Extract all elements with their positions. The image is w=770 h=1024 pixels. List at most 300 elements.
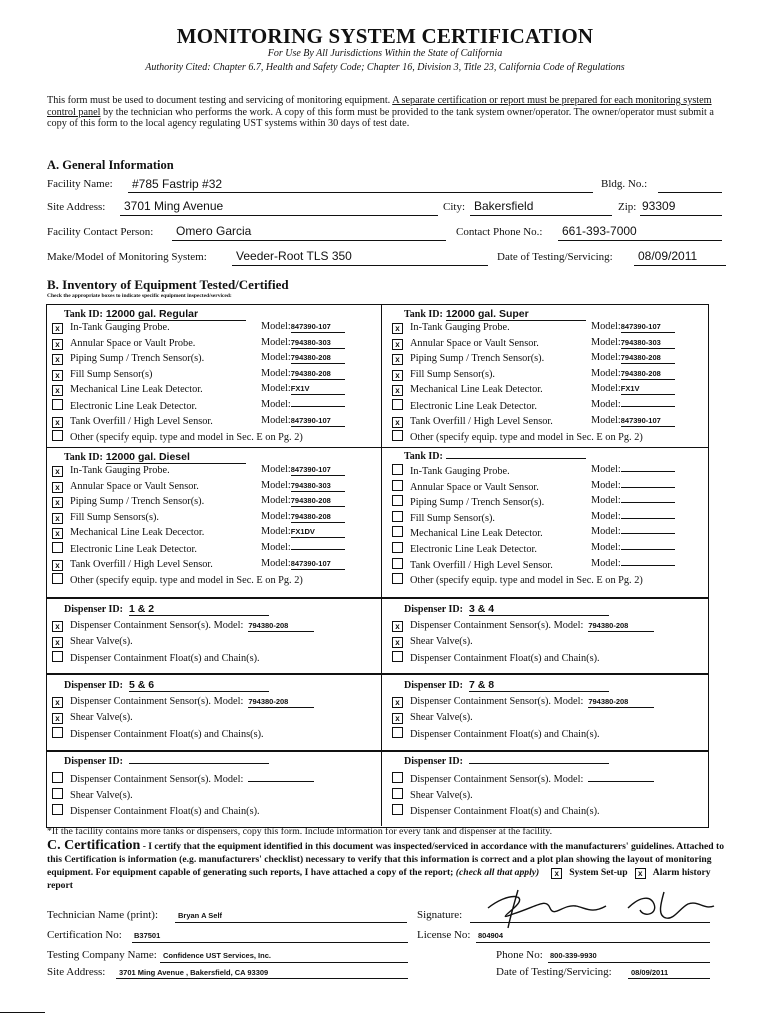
alarm-history-checkbox[interactable]: x	[635, 868, 646, 879]
equipment-label: Mechanical Line Leak Detector.	[410, 528, 543, 540]
license-field[interactable]: 804904	[478, 931, 504, 940]
dispenser-checkbox[interactable]	[52, 727, 63, 738]
equipment-checkbox[interactable]: x	[392, 323, 403, 334]
equipment-checkbox[interactable]	[52, 542, 63, 553]
model-cell	[591, 495, 675, 506]
tank-equipment-row	[52, 383, 203, 397]
model-label: Model:	[261, 336, 291, 348]
dispenser-id-6	[404, 756, 609, 767]
facility-name-label: Facility Name:	[47, 178, 113, 190]
tank-equipment-row	[392, 337, 539, 351]
facility-name-field[interactable]: #785 Fastrip #32	[132, 177, 223, 191]
model-field[interactable]: 794380-303	[621, 337, 675, 349]
dispenser-row-label: Dispenser Containment Sensor(s). Model:	[410, 620, 584, 631]
dispenser-id-label: Dispenser ID:	[64, 756, 123, 767]
tank-equipment-row	[52, 399, 197, 413]
equipment-label: Tank Overfill / High Level Sensor.	[70, 558, 213, 570]
bldg-no-label: Bldg. No.:	[601, 178, 648, 190]
contact-phone-label: Contact Phone No.:	[456, 226, 543, 238]
section-a-heading: A. General Information	[47, 158, 174, 172]
model-field[interactable]	[621, 502, 675, 503]
equipment-checkbox[interactable]: x	[392, 370, 403, 381]
dispenser-row	[52, 619, 314, 633]
dispenser-checkbox[interactable]: x	[392, 621, 403, 632]
dispenser-id-label: Dispenser ID:	[64, 604, 123, 615]
zip-field[interactable]: 93309	[642, 199, 676, 213]
zip-label: Zip:	[618, 201, 637, 213]
dispenser-row	[392, 635, 473, 649]
tank-equipment-row	[52, 368, 152, 382]
equipment-checkbox[interactable]: x	[52, 385, 63, 396]
model-field[interactable]: 847390-107	[621, 321, 675, 333]
model-label: Model:	[261, 321, 291, 332]
model-label: Model:	[591, 321, 621, 332]
equipment-checkbox[interactable]: x	[392, 385, 403, 396]
model-label: Model:	[261, 526, 291, 538]
dispenser-id-2	[404, 603, 609, 616]
model-field[interactable]: 794380-208	[291, 368, 345, 380]
equipment-label: Fill Sump Sensors(s).	[70, 511, 159, 523]
dispenser-row	[392, 619, 654, 633]
model-field[interactable]	[621, 471, 675, 472]
equipment-label: Mechanical Line Leak Detector.	[70, 384, 203, 396]
technician-label: Technician Name (print):	[47, 909, 159, 921]
dispenser-row-label: Shear Valve(s).	[410, 712, 473, 723]
tank-equipment-row	[392, 352, 544, 366]
intro-paragraph	[47, 95, 727, 130]
model-label: Model:	[591, 510, 621, 522]
model-cell	[591, 526, 675, 537]
model-label: Model:	[591, 542, 621, 553]
model-field[interactable]: 847390-107	[291, 464, 345, 476]
tank-equipment-row	[392, 368, 495, 382]
tank-equipment-row	[392, 542, 537, 556]
license-label: License No:	[417, 929, 471, 941]
dispenser-id-label: Dispenser ID:	[404, 680, 463, 691]
equipment-checkbox[interactable]: x	[52, 482, 63, 493]
tank-id-label: Tank ID:	[404, 451, 443, 462]
model-label: Model:	[261, 510, 291, 522]
equipment-checkbox[interactable]	[392, 542, 403, 553]
model-field[interactable]	[621, 533, 675, 534]
equipment-label: Fill Sump Sensor(s).	[410, 512, 495, 524]
equipment-label: Other (specify equip. type and model in Sec. E on Pg. 2)	[410, 432, 643, 444]
tank-equipment-row	[52, 542, 197, 556]
intro-text-2: by the technician who performs the work. A copy of this form must be provided to the tank system owner/operator. The owner/operator must submit a copy of this form to the local agency regulating UST systems within 30 days of test date.	[47, 106, 714, 130]
model-cell	[591, 383, 675, 395]
model-label: Model:	[261, 383, 291, 395]
dispenser-model-field[interactable]: 794380-208	[588, 696, 654, 708]
equipment-checkbox[interactable]: x	[52, 497, 63, 508]
equipment-label: Tank Overfill / High Level Sensor.	[410, 559, 553, 571]
dispenser-id-field[interactable]: 1 & 2	[129, 603, 269, 616]
tank-id-field[interactable]: 12000 gal. Regular	[106, 308, 246, 321]
equipment-label: Mechanical Line Leak Detector.	[410, 384, 543, 396]
tank-id-label: Tank ID:	[404, 309, 443, 320]
equipment-checkbox[interactable]: x	[392, 417, 403, 428]
equipment-checkbox[interactable]: x	[52, 339, 63, 350]
model-label: Model:	[591, 479, 621, 491]
model-label: Model:	[261, 542, 291, 553]
tank-other-row	[52, 573, 303, 587]
dispenser-row	[392, 695, 654, 709]
model-label: Model:	[591, 336, 621, 348]
model-field[interactable]	[621, 518, 675, 519]
model-cell	[591, 558, 675, 569]
model-field[interactable]: 794380-208	[291, 511, 345, 523]
monitoring-system-label: Make/Model of Monitoring System:	[47, 251, 207, 263]
equipment-checkbox[interactable]	[392, 573, 403, 584]
dispenser-row-label: Dispenser Containment Float(s) and Chains(s).	[70, 729, 264, 740]
tank-equipment-row	[392, 415, 553, 429]
model-cell	[261, 337, 345, 349]
contact-person-label: Facility Contact Person:	[47, 226, 154, 238]
signature-label: Signature:	[417, 909, 463, 921]
certification-text: - I certify that the equipment identified in this document was inspected/serviced in accordance with the manufacturers' guidelines. Attached to this Certification is information (e.g. manufacturers' checklist) necessary to verify that this information is correct and a plot plan showing the layout of monitoring equipment. For equipment capable of generating such reports, I have attached a copy of the report;	[47, 841, 724, 878]
model-field[interactable]	[291, 549, 345, 550]
dispenser-model-field[interactable]: 794380-208	[248, 696, 314, 708]
tank-equipment-row	[52, 480, 199, 494]
dispenser-model-field[interactable]: 794380-208	[248, 620, 314, 632]
equipment-label: Piping Sump / Trench Sensor(s).	[410, 497, 545, 509]
dispenser-row-label: Dispenser Containment Float(s) and Chain(s).	[410, 806, 600, 817]
company-site-label: Site Address:	[47, 966, 106, 978]
dispenser-id-label: Dispenser ID:	[404, 604, 463, 615]
dispenser-row-label: Dispenser Containment Sensor(s). Model:	[410, 696, 584, 707]
dispenser-row-label: Shear Valve(s).	[70, 636, 133, 647]
dispenser-checkbox[interactable]	[392, 651, 403, 662]
model-label: Model:	[591, 352, 621, 364]
model-label: Model:	[591, 495, 621, 507]
equipment-label: Piping Sump / Trench Sensor(s).	[410, 353, 545, 365]
model-label: Model:	[261, 367, 291, 379]
equipment-checkbox[interactable]	[392, 558, 403, 569]
equipment-checkbox[interactable]	[392, 480, 403, 491]
dispenser-row	[392, 788, 473, 802]
tank-equipment-row	[52, 558, 213, 572]
company-site-field[interactable]: 3701 Ming Avenue , Bakersfield, CA 93309	[119, 968, 269, 977]
dispenser-row-label: Dispenser Containment Sensor(s). Model:	[410, 774, 584, 785]
model-field[interactable]	[621, 549, 675, 550]
equipment-checkbox[interactable]	[392, 464, 403, 475]
tank-equipment-row	[392, 526, 543, 540]
equipment-label: In-Tank Gauging Probe.	[70, 322, 170, 333]
dispenser-checkbox[interactable]: x	[52, 713, 63, 724]
dispenser-id-field[interactable]: 3 & 4	[469, 603, 609, 616]
equipment-label: Annular Space or Vault Probe.	[70, 337, 196, 349]
dispenser-checkbox[interactable]	[392, 772, 403, 783]
equipment-label: Fill Sump Sensor(s).	[410, 368, 495, 380]
equipment-label: Fill Sump Sensor(s)	[70, 368, 153, 380]
equipment-checkbox[interactable]: x	[52, 370, 63, 381]
technician-field[interactable]: Bryan A Self	[178, 911, 223, 920]
contact-person-field[interactable]: Omero Garcia	[176, 224, 252, 238]
cert-no-label: Certification No:	[47, 929, 122, 941]
alarm-history-label: Alarm history report	[47, 867, 711, 891]
tank-equipment-row	[392, 480, 539, 494]
equipment-checkbox[interactable]: x	[392, 339, 403, 350]
dispenser-checkbox[interactable]: x	[52, 697, 63, 708]
equipment-checkbox[interactable]	[392, 430, 403, 441]
model-cell	[261, 383, 345, 395]
equipment-checkbox[interactable]	[52, 573, 63, 584]
dispenser-row	[52, 651, 260, 665]
site-address-label: Site Address:	[47, 201, 106, 213]
tank-id-field[interactable]: 12000 gal. Diesel	[106, 451, 246, 464]
equipment-checkbox[interactable]	[392, 511, 403, 522]
equipment-checkbox[interactable]: x	[52, 466, 63, 477]
model-field[interactable]: 847390-107	[291, 558, 345, 570]
equipment-checkbox[interactable]: x	[52, 528, 63, 539]
dispenser-row-label: Dispenser Containment Float(s) and Chain(s).	[70, 806, 260, 817]
tank-equipment-row	[52, 337, 195, 351]
company-phone-label: Phone No:	[496, 949, 543, 961]
equipment-label: Annular Space or Vault Sensor.	[410, 481, 539, 493]
equipment-checkbox[interactable]	[392, 495, 403, 506]
dispenser-checkbox[interactable]	[392, 804, 403, 815]
model-label: Model:	[261, 399, 291, 410]
model-field[interactable]: 794380-208	[621, 352, 675, 364]
equipment-checkbox[interactable]: x	[52, 417, 63, 428]
model-field[interactable]: 794380-208	[291, 495, 345, 507]
dispenser-id-5	[64, 756, 269, 767]
equipment-label: Electronic Line Leak Detector.	[70, 544, 197, 555]
model-field[interactable]: 794380-208	[621, 368, 675, 380]
equipment-label: Electronic Line Leak Detector.	[410, 544, 537, 555]
model-field[interactable]: FX1DV	[291, 526, 345, 538]
equipment-label: Other (specify equip. type and model in Sec. E on Pg. 2)	[410, 575, 643, 587]
company-phone-field[interactable]: 800-339-9930	[550, 951, 597, 960]
tank-equipment-row	[392, 399, 537, 413]
form-subtitle: For Use By All Jurisdictions Within the State of California	[267, 48, 503, 59]
dispenser-id-label: Dispenser ID:	[64, 680, 123, 691]
form-title: MONITORING SYSTEM CERTIFICATION	[176, 24, 594, 48]
dispenser-row	[52, 635, 133, 649]
tank-id-1	[64, 308, 246, 321]
check-all-note: (check all that apply)	[455, 867, 540, 878]
model-label: Model:	[261, 479, 291, 491]
dispenser-row	[52, 804, 260, 818]
tank-equipment-row	[52, 464, 170, 478]
tank-other-row	[392, 573, 643, 587]
system-setup-checkbox[interactable]: x	[551, 868, 562, 879]
intro-underlined: A separate certification or report must be prepared for each monitoring system control panel	[47, 95, 712, 118]
tank-id-3	[64, 451, 246, 464]
model-cell	[261, 415, 345, 427]
contact-phone-field[interactable]: 661-393-7000	[562, 224, 637, 238]
city-field[interactable]: Bakersfield	[474, 199, 534, 213]
model-cell	[591, 368, 675, 380]
tank-id-field[interactable]	[446, 458, 586, 459]
model-field[interactable]	[621, 565, 675, 566]
monitoring-system-field[interactable]: Veeder-Root TLS 350	[236, 249, 352, 263]
dispenser-checkbox[interactable]	[52, 651, 63, 662]
dispenser-id-field[interactable]: 5 & 6	[129, 679, 269, 692]
model-field[interactable]: FX1V	[291, 383, 345, 395]
site-address-field[interactable]: 3701 Ming Avenue	[124, 199, 224, 213]
system-setup-label: System Set-up	[569, 867, 628, 878]
dispenser-row	[392, 651, 600, 665]
equipment-label: Piping Sump / Trench Sensor(s).	[70, 353, 205, 365]
equipment-checkbox[interactable]: x	[52, 354, 63, 365]
model-cell	[591, 464, 675, 475]
city-label: City:	[443, 201, 466, 213]
company-label: Testing Company Name:	[47, 949, 157, 961]
equipment-checkbox[interactable]: x	[52, 513, 63, 524]
dispenser-checkbox[interactable]: x	[52, 621, 63, 632]
model-field[interactable]: FX1V	[621, 383, 675, 395]
equipment-checkbox[interactable]	[52, 430, 63, 441]
tank-other-row	[392, 430, 643, 444]
dispenser-id-1	[64, 603, 269, 616]
dispenser-model-field[interactable]	[248, 781, 314, 782]
model-field[interactable]	[621, 487, 675, 488]
dispenser-id-3	[64, 679, 269, 692]
equipment-checkbox[interactable]	[392, 526, 403, 537]
section-c-heading: C. Certification	[47, 838, 141, 853]
dispenser-row-label: Dispenser Containment Float(s) and Chain(s).	[410, 653, 600, 664]
dispenser-checkbox[interactable]: x	[392, 697, 403, 708]
equipment-label: Tank Overfill / High Level Sensor.	[410, 415, 553, 427]
dispenser-row-label: Shear Valve(s).	[70, 790, 133, 801]
dispenser-row-label: Dispenser Containment Sensor(s). Model:	[70, 696, 244, 707]
model-cell	[261, 511, 345, 523]
dispenser-checkbox[interactable]: x	[392, 637, 403, 648]
equipment-label: Other (specify equip. type and model in Sec. E on Pg. 2)	[70, 432, 303, 444]
dispenser-model-field[interactable]: 794380-208	[588, 620, 654, 632]
cert-date-label: Date of Testing/Servicing:	[496, 966, 612, 978]
tank-equipment-row	[52, 495, 204, 509]
tank-id-2	[404, 308, 586, 321]
model-cell	[591, 337, 675, 349]
equipment-label: Electronic Line Leak Detector.	[70, 401, 197, 412]
section-b-heading: B. Inventory of Equipment Tested/Certified	[47, 277, 289, 292]
model-label: Model:	[591, 383, 621, 395]
inventory-footnote: *If the facility contains more tanks or dispensers, copy this form. Include information for every tank and dispenser at the facility.	[47, 826, 553, 837]
model-cell	[591, 511, 675, 522]
dispenser-row	[52, 772, 314, 786]
tank-id-label: Tank ID:	[64, 452, 103, 463]
tank-id-label: Tank ID:	[64, 309, 103, 320]
cert-date-field[interactable]: 08/09/2011	[631, 968, 669, 977]
model-field[interactable]: 847390-107	[621, 415, 675, 427]
dispenser-row	[392, 711, 473, 725]
tank-equipment-row	[52, 526, 204, 540]
model-cell	[261, 399, 345, 410]
dispenser-row	[52, 711, 133, 725]
model-label: Model:	[591, 367, 621, 379]
equipment-label: In-Tank Gauging Probe.	[410, 322, 510, 333]
dispenser-row	[392, 804, 600, 818]
model-cell	[261, 526, 345, 538]
dispenser-id-field[interactable]: 7 & 8	[469, 679, 609, 692]
testing-date-label: Date of Testing/Servicing:	[497, 251, 613, 263]
model-field[interactable]: 847390-107	[291, 415, 345, 427]
tank-equipment-row	[392, 511, 495, 525]
model-cell	[261, 368, 345, 380]
model-cell	[591, 415, 675, 427]
tank-equipment-row	[392, 321, 510, 335]
model-label: Model:	[591, 557, 621, 569]
dispenser-checkbox[interactable]: x	[52, 637, 63, 648]
dispenser-row-label: Dispenser Containment Float(s) and Chain(s).	[410, 729, 600, 740]
dispenser-row	[392, 727, 600, 741]
dispenser-checkbox[interactable]	[52, 772, 63, 783]
model-label: Model:	[591, 414, 621, 426]
cert-no-field[interactable]: B37501	[134, 931, 161, 940]
dispenser-row	[392, 772, 654, 786]
dispenser-id-4	[404, 679, 609, 692]
model-cell	[591, 352, 675, 364]
dispenser-id-label: Dispenser ID:	[404, 756, 463, 767]
model-cell	[261, 464, 345, 476]
dispenser-id-field[interactable]	[469, 763, 609, 764]
equipment-label: In-Tank Gauging Probe.	[70, 465, 170, 476]
model-cell	[591, 321, 675, 333]
dispenser-checkbox[interactable]	[52, 804, 63, 815]
model-cell	[261, 321, 345, 333]
model-cell	[261, 558, 345, 570]
equipment-checkbox[interactable]: x	[52, 560, 63, 571]
tank-id-field[interactable]: 12000 gal. Super	[446, 308, 586, 321]
equipment-checkbox[interactable]	[392, 399, 403, 410]
model-label: Model:	[591, 399, 621, 410]
equipment-label: Annular Space or Vault Sensor.	[70, 480, 199, 492]
dispenser-row-label: Shear Valve(s).	[410, 790, 473, 801]
equipment-checkbox[interactable]: x	[392, 354, 403, 365]
dispenser-checkbox[interactable]: x	[392, 713, 403, 724]
tank-equipment-row	[52, 321, 170, 335]
authority-cited: Authority Cited: Chapter 6.7, Health and Safety Code; Chapter 16, Division 3, Title 23, California Code of Regulations	[145, 62, 625, 73]
dispenser-row-label: Dispenser Containment Sensor(s). Model:	[70, 620, 244, 631]
model-label: Model:	[591, 464, 621, 475]
tank-id-4	[404, 451, 586, 462]
equipment-checkbox[interactable]: x	[52, 323, 63, 334]
model-field[interactable]	[621, 406, 675, 407]
model-label: Model:	[261, 414, 291, 426]
tank-equipment-row	[392, 558, 553, 572]
model-cell	[591, 399, 675, 410]
model-cell	[591, 542, 675, 553]
dispenser-id-field[interactable]	[129, 763, 269, 764]
tank-equipment-row	[392, 464, 510, 478]
tank-equipment-row	[392, 495, 544, 509]
company-field[interactable]: Confidence UST Services, Inc.	[163, 951, 271, 960]
model-field[interactable]: 847390-107	[291, 321, 345, 333]
model-field[interactable]	[291, 406, 345, 407]
dispenser-row-label: Dispenser Containment Sensor(s). Model:	[70, 774, 244, 785]
model-field[interactable]: 794380-303	[291, 480, 345, 492]
model-label: Model:	[261, 495, 291, 507]
tank-equipment-row	[52, 511, 159, 525]
equipment-checkbox[interactable]	[52, 399, 63, 410]
dispenser-model-field[interactable]	[588, 781, 654, 782]
model-field[interactable]: 794380-303	[291, 337, 345, 349]
equipment-label: In-Tank Gauging Probe.	[410, 466, 510, 477]
dispenser-checkbox[interactable]	[392, 788, 403, 799]
section-b-note: Check the appropriate boxes to indicate specific equipment inspected/serviced:	[47, 293, 232, 299]
dispenser-row-label: Shear Valve(s).	[410, 636, 473, 647]
dispenser-checkbox[interactable]	[392, 727, 403, 738]
testing-date-field[interactable]: 08/09/2011	[638, 249, 698, 263]
dispenser-checkbox[interactable]	[52, 788, 63, 799]
technician-signature[interactable]	[468, 884, 718, 930]
tank-equipment-row	[52, 352, 204, 366]
model-field[interactable]: 794380-208	[291, 352, 345, 364]
tank-equipment-row	[392, 383, 543, 397]
tank-other-row	[52, 430, 303, 444]
equipment-label: Piping Sump / Trench Sensor(s).	[70, 496, 205, 508]
